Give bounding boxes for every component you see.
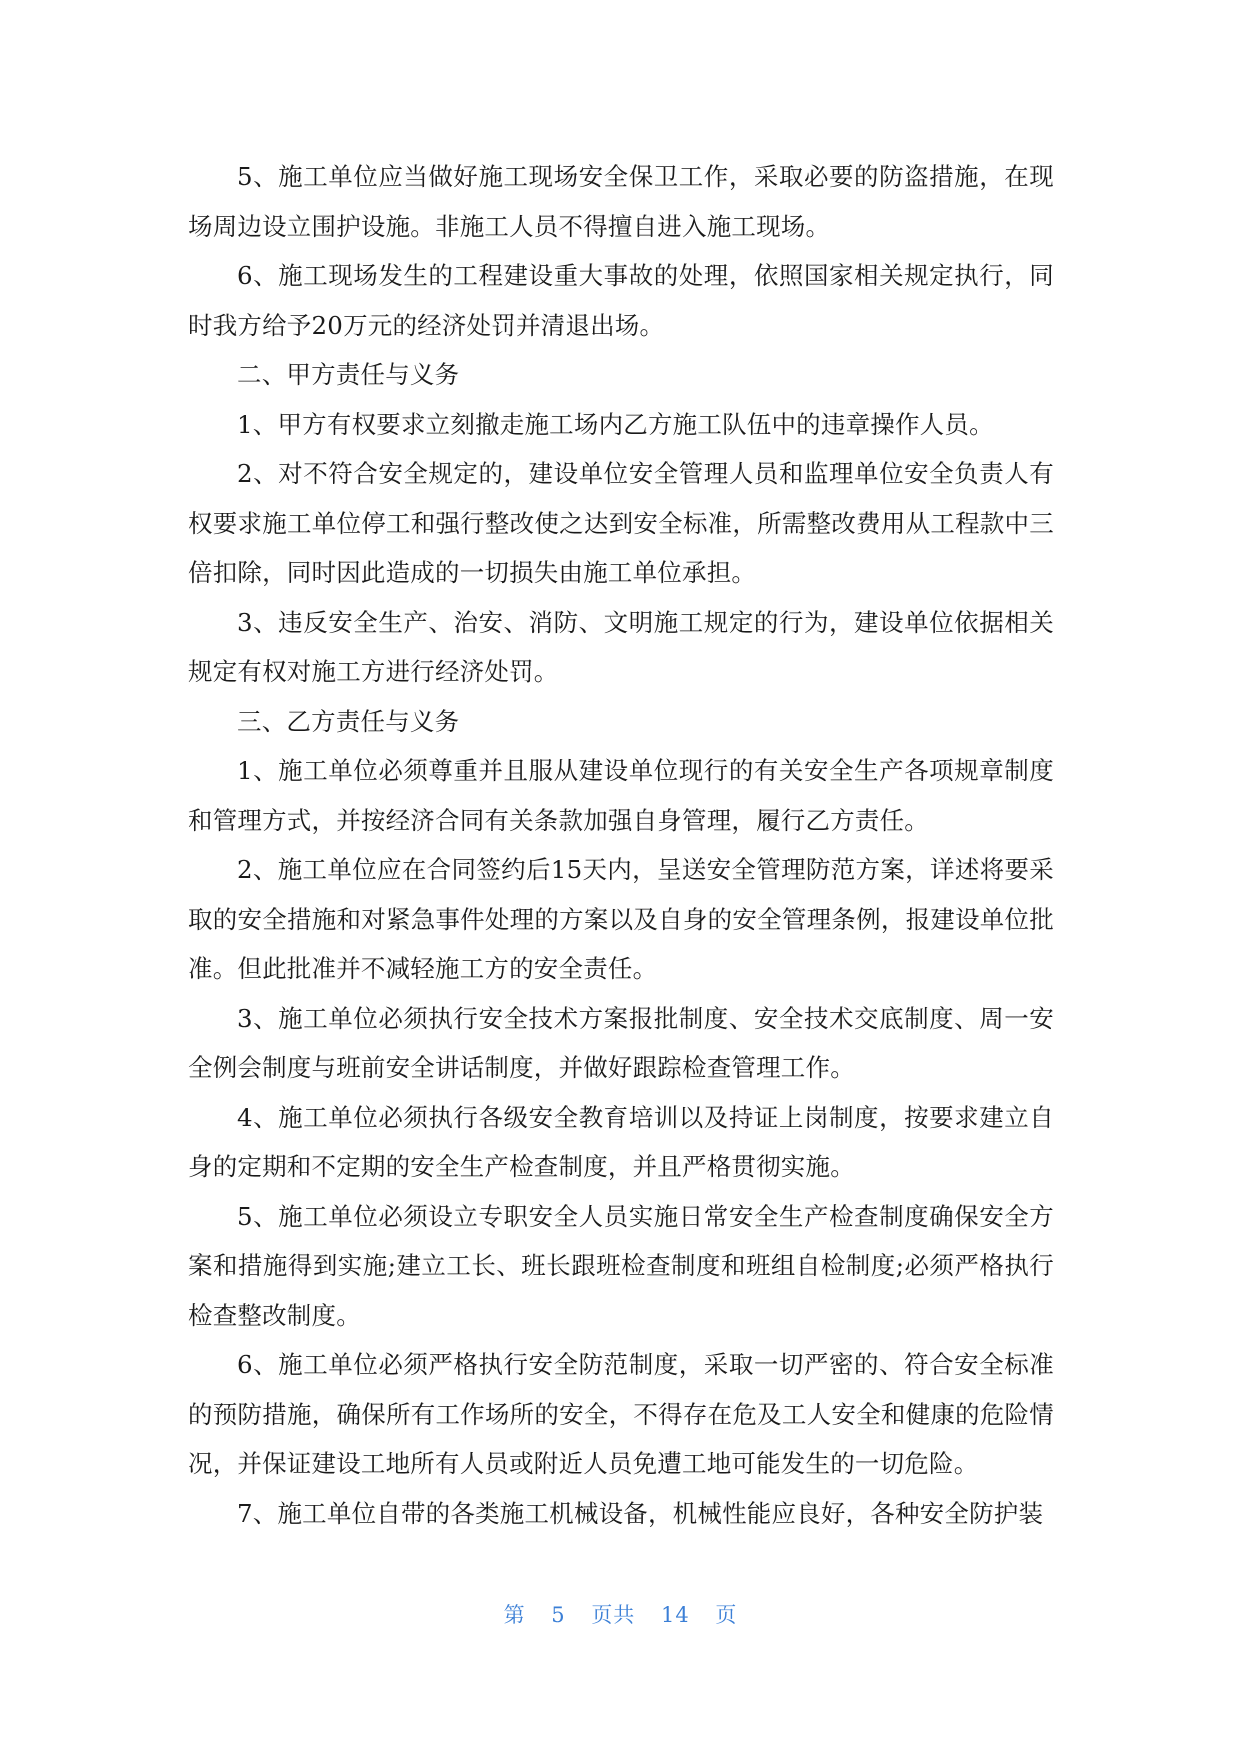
paragraph: 4、施工单位必须执行各级安全教育培训以及持证上岗制度，按要求建立自身的定期和不定期的安全生产检查制度，并且严格贯彻实施。 xyxy=(188,1102,1054,1181)
paragraph: 2、对不符合安全规定的，建设单位安全管理人员和监理单位安全负责人有权要求施工单位停工和强行整改使之达到安全标准，所需整改费用从工程款中三倍扣除，同时因此造成的一切损失由施工单位承担。 xyxy=(188,459,1054,587)
paragraph: 6、施工单位必须严格执行安全防范制度，采取一切严密的、符合安全标准的预防措施，确保所有工作场所的安全，不得存在危及工人安全和健康的危险情况，并保证建设工地所有人员或附近人员免遭工地可能发生的一切危险。 xyxy=(188,1350,1054,1478)
paragraph: 5、施工单位应当做好施工现场安全保卫工作，采取必要的防盗措施，在现场周边设立围护设施。非施工人员不得擅自进入施工现场。 xyxy=(188,162,1054,241)
document-body xyxy=(188,152,1054,1538)
footer-middle: 页共 xyxy=(591,1603,636,1627)
paragraph: 3、施工单位必须执行安全技术方案报批制度、安全技术交底制度、周一安全例会制度与班前安全讲话制度，并做好跟踪检查管理工作。 xyxy=(188,1003,1054,1082)
paragraph: 1、施工单位必须尊重并且服从建设单位现行的有关安全生产各项规章制度和管理方式，并按经济合同有关条款加强自身管理，履行乙方责任。 xyxy=(188,756,1054,835)
current-page-number: 5 xyxy=(551,1603,566,1627)
footer-prefix: 第 xyxy=(503,1603,526,1627)
paragraph: 7、施工单位自带的各类施工机械设备，机械性能应良好，各种安全防护装 xyxy=(237,1498,1044,1528)
paragraph: 1、甲方有权要求立刻撤走施工场内乙方施工队伍中的违章操作人员。 xyxy=(237,409,994,439)
section-heading: 二、甲方责任与义务 xyxy=(237,360,460,389)
footer-suffix: 页 xyxy=(715,1603,738,1627)
paragraph: 5、施工单位必须设立专职安全人员实施日常安全生产检查制度确保安全方案和措施得到实施;建立工长、班长跟班检查制度和班组自检制度;必须严格执行检查整改制度。 xyxy=(188,1201,1054,1330)
paragraph: 2、施工单位应在合同签约后15天内，呈送安全管理防范方案，详述将要采取的安全措施和对紧急事件处理的方案以及自身的安全管理条例，报建设单位批准。但此批准并不减轻施工方的安全责任。 xyxy=(188,855,1054,983)
total-page-count: 14 xyxy=(661,1603,690,1627)
paragraph: 3、违反安全生产、治安、消防、文明施工规定的行为，建设单位依据相关规定有权对施工方进行经济处罚。 xyxy=(188,607,1054,686)
paragraph: 6、施工现场发生的工程建设重大事故的处理，依照国家相关规定执行，同时我方给予20万元的经济处罚并清退出场。 xyxy=(188,261,1054,340)
page-footer xyxy=(0,1599,1241,1629)
section-heading: 三、乙方责任与义务 xyxy=(237,706,460,736)
